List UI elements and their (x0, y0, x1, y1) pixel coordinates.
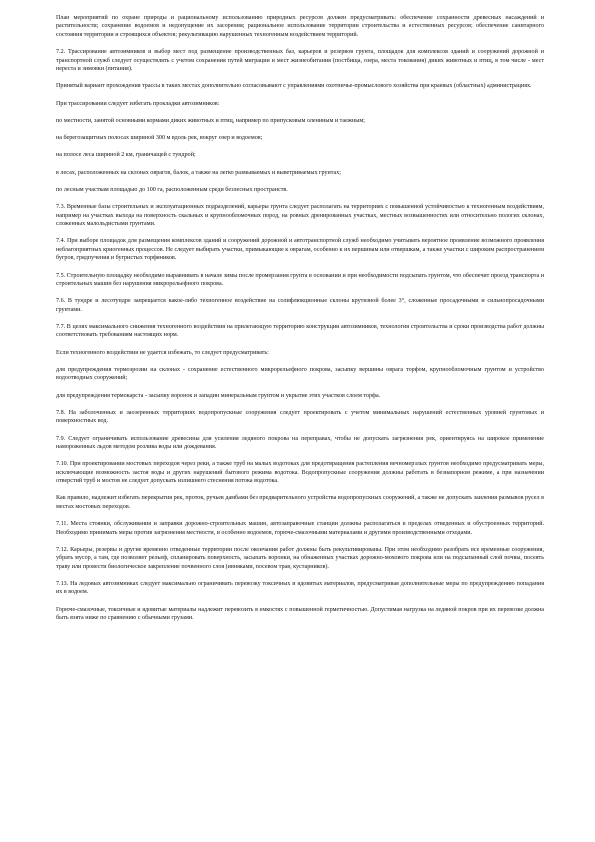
paragraph-7-2: 7.2. Трассирование автозимников и выбор мест под размещение производственных баз, карьеров и резервов грунта, площадок для комплексов зданий и сооружений дорожной и транспортной служб следует осуществлять с учетом сохранения путей миграции и мест жизнеобитания (постбища, озера, места токования) диких животных и птиц, в том числе - мест нереста и зимовки (питания). (56, 49, 544, 72)
paragraph-7-2-approval: Принятый вариант прохождения трассы в таких местах дополнительно согласовывают с управлениями охотничье-промыслового хозяйства при краевых (областных) администрациях. (56, 83, 532, 90)
list-item: на полосе леса шириной 2 км, граничащей с тундрой; (56, 152, 196, 159)
paragraph-intro: План мероприятий по охране природы и рациональному использованию природных ресурсов должен предусматривать: обеспечение сохранности древесных насаждений и растительности; сохранение водоемов и недопущение их засорения; рациональное использование территории строительства и естественных ресурсов; обеспечение санитарного состояния территории и строящихся объектов; рекультивацию нарушенных техногенным воздействием территорий. (56, 15, 544, 38)
paragraph-7-13-note: Горюче-смазочные, токсичные и ядовитые материалы надлежит перевозить в емкостях с повышенной герметичностью. Допустимая нагрузка на ледяной покров при их перевозке должна быть взята ниже по сравнению с обычными грузами. (56, 606, 544, 622)
list-item: в лесах, расположенных на склонах оврагов, балок, а также на легко размываемых и выветриваемых грунтах; (56, 169, 341, 176)
list-item: для предупреждения термоэрозии на склонах - сохранение естественного микрорельефного покрова, засыпку вершины оврага торфом, крупнообломочным грунтом и устройство водоотводных сооружений; (56, 366, 544, 382)
paragraph-7-10: 7.10. При проектировании мостовых переходов через реки, а также труб на малых водотоках для предотвращения растепления вечномерзлых грунтов необходимо предусматривать меры, исключающие возможность застоя воды и других нарушений бытового режима водотока. Водопропускные сооружения должны работать в безнапорном режиме, а при назначении отверстий труб и мостов не следует допускать излишнего стеснения потока водотока. (56, 461, 544, 485)
paragraph-7-5: 7.5. Строительную площадку необходимо выравнивать в начале зимы после промерзания грунта в основании и при необходимости подсыпать грунтом, что обеспечит проезд транспорта и строительных машин без нарушения микрорельефного покрова. (56, 272, 544, 287)
list-item: для предупреждения термокарста - засыпку воронок и западин минеральным грунтом и укрытие этих участков слоем торфа. (56, 392, 381, 399)
paragraph-7-11: 7.11. Места стоянки, обслуживания и заправки дорожно-строительных машин, автозаправочные станции должны располагаться в пределах отведенных и обустроенных территорий. Необходимо принимать меры против загрязнения местности, и особенно водоемов, горюче-смазочными материалами и другими производственными отходами. (56, 521, 544, 536)
paragraph-7-10-note: Как правило, надлежит избегать перекрытия рек, проток, ручьев дамбами без предварительного устройства водопропускных сооружений, а также не допускать заиления размывов русел в местах мостовых переходов. (56, 495, 544, 510)
list-item: на берегозащитных полосах шириной 300 м вдоль рек, вокруг озер и водоемов; (56, 135, 263, 142)
paragraph-7-7: 7.7. В целях максимального снижения техногенного воздействия на прилегающую территорию конструкции автозимников, технология строительства и сроки производства работ должны соответствовать требованиям настоящих норм. (56, 323, 544, 339)
paragraph-impact-heading: Если техногенного воздействия не удается избежать, то следует предусматривать: (56, 349, 269, 356)
paragraph-7-3: 7.3. Временные базы строительных и эксплуатационных подразделений, карьеры грунта следует располагать на территориях с повышенной устойчивостью к техногенным воздействиям, например на участках выхода на поверхность скальных и крупнообломочных пород, на ровных дренированных участках, местных возвышенностях или относительно пологих склонах, сложенных малольдистыми грунтами. (56, 204, 544, 228)
paragraph-7-8: 7.8. На заболоченных и заозеренных территориях водопропускные сооружения следует проектировать с учетом минимальных нарушений естественных уровней грунтовых и поверхностных вод. (56, 409, 544, 425)
list-item: по местности, занятой основными кормами диких животных и птиц, например по припусковым олениным и таежным; (56, 117, 365, 124)
paragraph-7-6: 7.6. В тундре и лесотундре запрещается какое-либо техногенное воздействие на солифлюкционные склоны крутизной более 3°, сложенные просадочными и сильнопросадочными грунтами. (56, 298, 544, 313)
paragraph-7-4: 7.4. При выборе площадок для размещения комплексов зданий и сооружений дорожной и автотранспортной служб необходимо учитывать вероятное проявление возможного проявления неблагоприятных криогенных процессов. Не следует выбирать участки, примыкающие к оврагам, особенно к их вершинам или отвершкам, а также участки с широким распространением бугров, грядпучения и бугристых торфяников. (56, 238, 544, 262)
document-page (56, 14, 544, 622)
list-item: по лесным участкам площадью до 100 га, расположенным среди безлесных пространств. (56, 187, 288, 193)
paragraph-avoid-list-heading: При трассировании следует избегать прокладки автозимников: (56, 100, 220, 107)
paragraph-7-12: 7.12. Карьеры, резервы и другие временно отведенные территории после окончания работ должны быть рекультивированы. При этом необходимо разобрать все временные сооружения, убрать мусор, а там, где позволяет рельеф, спланировать поверхность, засыпать воронки, на обнаженных участках дорожно-мохового покрова или на подсыпанный слой почвы, посеять траву или провести биологическое закрепление почвенного слоя (ивняками, посевом трав, кустарников). (56, 546, 544, 570)
paragraph-7-13: 7.13. На ледовых автозимниках следует максимально ограничивать перевозку токсичных и ядовитых материалов, предусматривая дополнительные меры по предупреждению попадания их в водоем. (56, 580, 544, 596)
paragraph-7-9: 7.9. Следует ограничивать использование древесины для усиления ледяного покрова на переправах, чтобы не допускать загрязнения рек, ориентируясь на широкое применение намороженных льдов методом розлива воды или дождевания. (56, 435, 544, 451)
